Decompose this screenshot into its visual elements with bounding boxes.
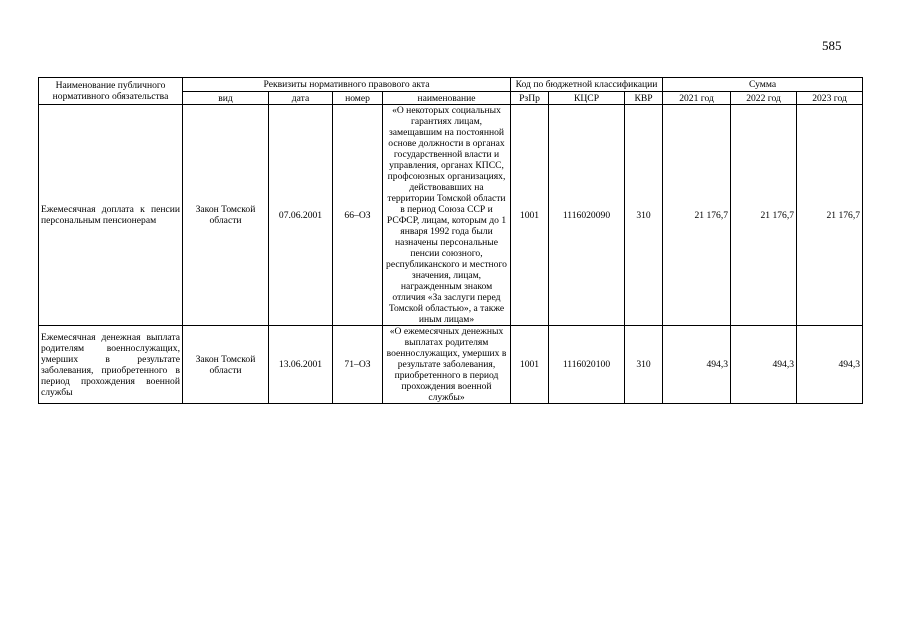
rzpr-code: 1001: [511, 105, 549, 326]
header-budget-code: Код по бюджетной классификации: [511, 78, 663, 92]
sum-2021: 494,3: [663, 326, 731, 404]
act-date: 13.06.2001: [269, 326, 333, 404]
act-number: 66–ОЗ: [333, 105, 383, 326]
kvr-code: 310: [625, 326, 663, 404]
sum-2023: 494,3: [797, 326, 863, 404]
kvr-code: 310: [625, 105, 663, 326]
table-row: [39, 326, 863, 404]
act-number: 71–ОЗ: [333, 326, 383, 404]
header-sum: Сумма: [663, 78, 863, 92]
header-act-type: вид: [183, 92, 269, 105]
sum-2021: 21 176,7: [663, 105, 731, 326]
act-name: «О ежемесячных денежных выплатах родителям военнослужащих, умерших в результате заболевания, приобретенного в период прохождения военной службы»: [383, 326, 511, 404]
header-act-name: наименование: [383, 92, 511, 105]
header-act-number: номер: [333, 92, 383, 105]
table-row: [39, 105, 863, 326]
header-act: Реквизиты нормативного правового акта: [183, 78, 511, 92]
act-type: Закон Томской области: [183, 105, 269, 326]
header-act-date: дата: [269, 92, 333, 105]
header-2022: 2022 год: [731, 92, 797, 105]
act-name: «О некоторых социальных гарантиях лицам, замещавшим на постоянной основе должности в органах государственной власти и управления, органах КПСС, профсоюзных организациях, действовавших на территории Томской области в период Союза ССР и РСФСР, лицам, которым до 1 января 1992 года были назначены персональные пенсии союзного, республиканского и местного значения, лицам, награжденным знаком отличия «За заслуги перед Томской областью», а также иным лицам»: [383, 105, 511, 326]
header-2023: 2023 год: [797, 92, 863, 105]
header-2021: 2021 год: [663, 92, 731, 105]
page-number: 585: [822, 38, 842, 53]
header-obligation: Наименование публичного нормативного обязательства: [39, 78, 183, 105]
header-rzpr: РзПр: [511, 92, 549, 105]
act-type: Закон Томской области: [183, 326, 269, 404]
sum-2023: 21 176,7: [797, 105, 863, 326]
sum-2022: 21 176,7: [731, 105, 797, 326]
rzpr-code: 1001: [511, 326, 549, 404]
header-row-1: [39, 78, 863, 92]
header-kcsr: КЦСР: [549, 92, 625, 105]
obligations-table: [38, 77, 863, 404]
obligation-name: Ежемесячная доплата к пенсии персональным пенсионерам: [39, 105, 183, 326]
obligation-name: Ежемесячная денежная выплата родителям военнослужащих, умерших в результате заболевания, приобретенного в период прохождения военной службы: [39, 326, 183, 404]
act-date: 07.06.2001: [269, 105, 333, 326]
kcsr-code: 1116020100: [549, 326, 625, 404]
kcsr-code: 1116020090: [549, 105, 625, 326]
sum-2022: 494,3: [731, 326, 797, 404]
header-kvr: КВР: [625, 92, 663, 105]
